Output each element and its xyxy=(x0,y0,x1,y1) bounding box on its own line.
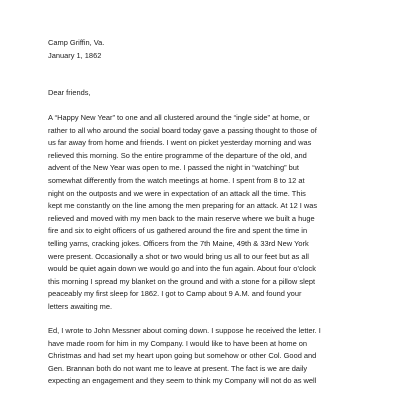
text-line: have made room for him in my Company. I would like to have been at home on xyxy=(48,338,308,348)
text-line: peaceably my first sleep for 1862. I got to Camp about 9 A.M. and found your xyxy=(48,289,302,299)
letter-paragraph-1 xyxy=(48,112,368,314)
letter-heading xyxy=(48,37,104,62)
text-line: letters awaiting me. xyxy=(48,301,113,311)
text-line: Gen. Brannan both do not want me to leave at present. The fact is we are daily xyxy=(48,363,308,373)
text-line: would be quiet again down we would go and into the fun again. About four o’clock xyxy=(48,264,316,274)
letter-place: Camp Griffin, Va. xyxy=(48,38,105,47)
text-line: Ed, I wrote to John Messner about coming down. I suppose he received the letter. I xyxy=(48,326,321,335)
text-line: rather to all who around the social board today gave a passing thought to those of xyxy=(48,125,317,135)
text-line: A “Happy New Year” to one and all clustered around the “ingle side” at home, or xyxy=(48,113,310,122)
letter-salutation: Dear friends, xyxy=(48,88,91,97)
text-line: kept me constantly on the line among the men preparing for an attack. At 12 I was xyxy=(48,201,318,211)
text-line: us far away from home and friends. I went on picket yesterday morning and was xyxy=(48,138,312,148)
text-line: telling yarns, cracking jokes. Officers from the 7th Maine, 49th & 33rd New York xyxy=(48,238,309,248)
text-line: Christmas and had set my heart upon going but somehow or other Col. Good and xyxy=(48,351,317,361)
text-line: relieved this morning. So the entire programme of the departure of the old, and xyxy=(48,150,307,160)
text-line: were present. Occasionally a shot or two would bring us all to our feet but as all xyxy=(48,251,309,261)
text-line: night on the outposts and we were in expectation of an attack all the time. This xyxy=(48,188,306,198)
text-line: relieved and moved with my men back to the main reserve where we built a huge xyxy=(48,213,315,223)
text-line: fire and six to eight officers of us gathered around the fire and spent the time in xyxy=(48,226,308,236)
letter-date: January 1, 1862 xyxy=(48,50,102,60)
text-line: expecting an engagement and they seem to think my Company will not do as well xyxy=(48,376,317,386)
text-line: this morning I spread my blanket on the ground and with a stone for a pillow slept xyxy=(48,276,316,286)
text-line: somewhat differently from the watch meetings at home. I spent from 8 to 12 at xyxy=(48,175,305,185)
text-line: advent of the New Year was open to me. I passed the night in “watching” but xyxy=(48,163,299,173)
letter-paragraph-2 xyxy=(48,325,368,388)
